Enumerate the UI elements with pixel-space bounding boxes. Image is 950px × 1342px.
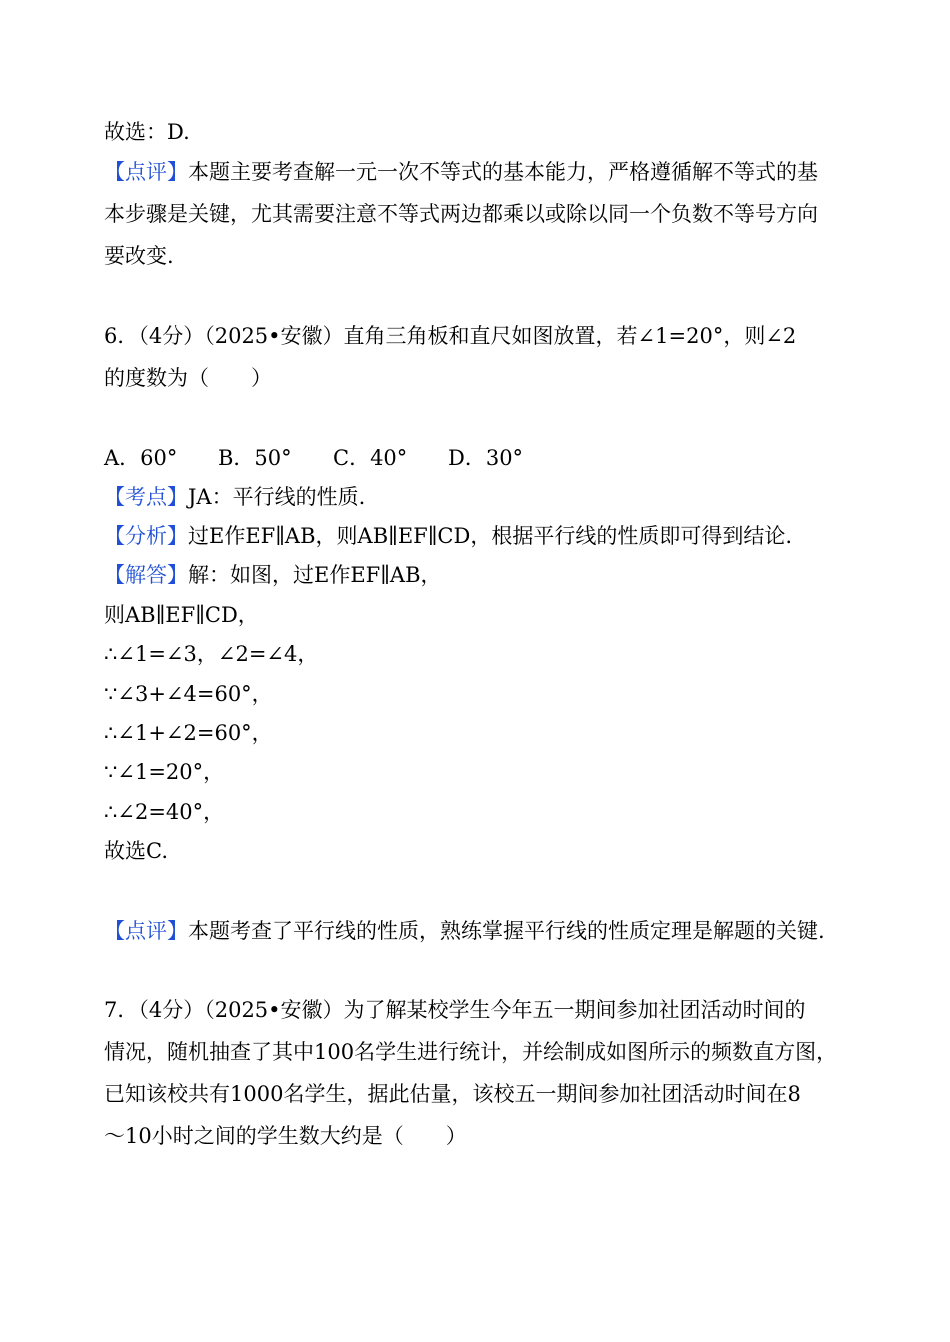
solution-step: 故选C. xyxy=(104,839,168,863)
q6-comment xyxy=(104,917,825,945)
comment-tag: 【点评】 xyxy=(104,160,188,184)
solution-step: ∴∠1+∠2=60°， xyxy=(104,721,273,745)
q6-point xyxy=(104,483,365,511)
comment-tag: 【点评】 xyxy=(104,919,188,943)
q6-stem-line1: 6．（4分）（2025•安徽）直角三角板和直尺如图放置，若∠1=20°，则∠2 xyxy=(104,324,797,348)
q5-comment-line2: 本步骤是关键，尤其需要注意不等式两边都乘以或除以同一个负数不等号方向 xyxy=(104,202,818,226)
point-text: JA：平行线的性质. xyxy=(188,485,366,509)
q6-options xyxy=(104,444,523,472)
solution-step: ∴∠2=40°， xyxy=(104,800,225,824)
option-a: A．60° xyxy=(104,446,178,470)
comment-text: 本题主要考查解一元一次不等式的基本能力，严格遵循解不等式的基 xyxy=(188,160,818,184)
q7-stem-line1: 7．（4分）（2025•安徽）为了解某校学生今年五一期间参加社团活动时间的 xyxy=(104,998,806,1022)
option-d: D．30° xyxy=(448,446,524,470)
solution-text: 解：如图，过E作EF∥AB， xyxy=(188,563,442,587)
point-tag: 【考点】 xyxy=(104,485,188,509)
q7-stem-line3: 已知该校共有1000名学生，据此估量，该校五一期间参加社团活动时间在8 xyxy=(104,1082,801,1106)
q7-stem-line4: ～10小时之间的学生数大约是（ ） xyxy=(104,1124,467,1148)
solution-step: ∵∠3+∠4=60°， xyxy=(104,682,273,706)
analysis-text: 过E作EF∥AB，则AB∥EF∥CD，根据平行线的性质即可得到结论. xyxy=(188,524,793,548)
comment-text: 本题考查了平行线的性质，熟练掌握平行线的性质定理是解题的关键. xyxy=(188,919,825,943)
option-b: B．50° xyxy=(218,446,292,470)
solution-step: ∴∠1=∠3，∠2=∠4， xyxy=(104,642,319,666)
q5-comment-line3: 要改变. xyxy=(104,244,174,268)
solution-step: 则AB∥EF∥CD， xyxy=(104,603,259,627)
solution-tag: 【解答】 xyxy=(104,563,188,587)
q5-answer: 故选：D. xyxy=(104,120,190,144)
q7-stem-line2: 情况，随机抽查了其中100名学生进行统计，并绘制成如图所示的频数直方图， xyxy=(104,1040,838,1064)
q6-stem-line2: 的度数为（ ） xyxy=(104,366,272,390)
q6-solution xyxy=(104,561,442,589)
q6-analysis xyxy=(104,522,792,550)
option-c: C．40° xyxy=(333,446,408,470)
analysis-tag: 【分析】 xyxy=(104,524,188,548)
solution-step: ∵∠1=20°， xyxy=(104,760,225,784)
q5-comment-line xyxy=(104,158,818,186)
